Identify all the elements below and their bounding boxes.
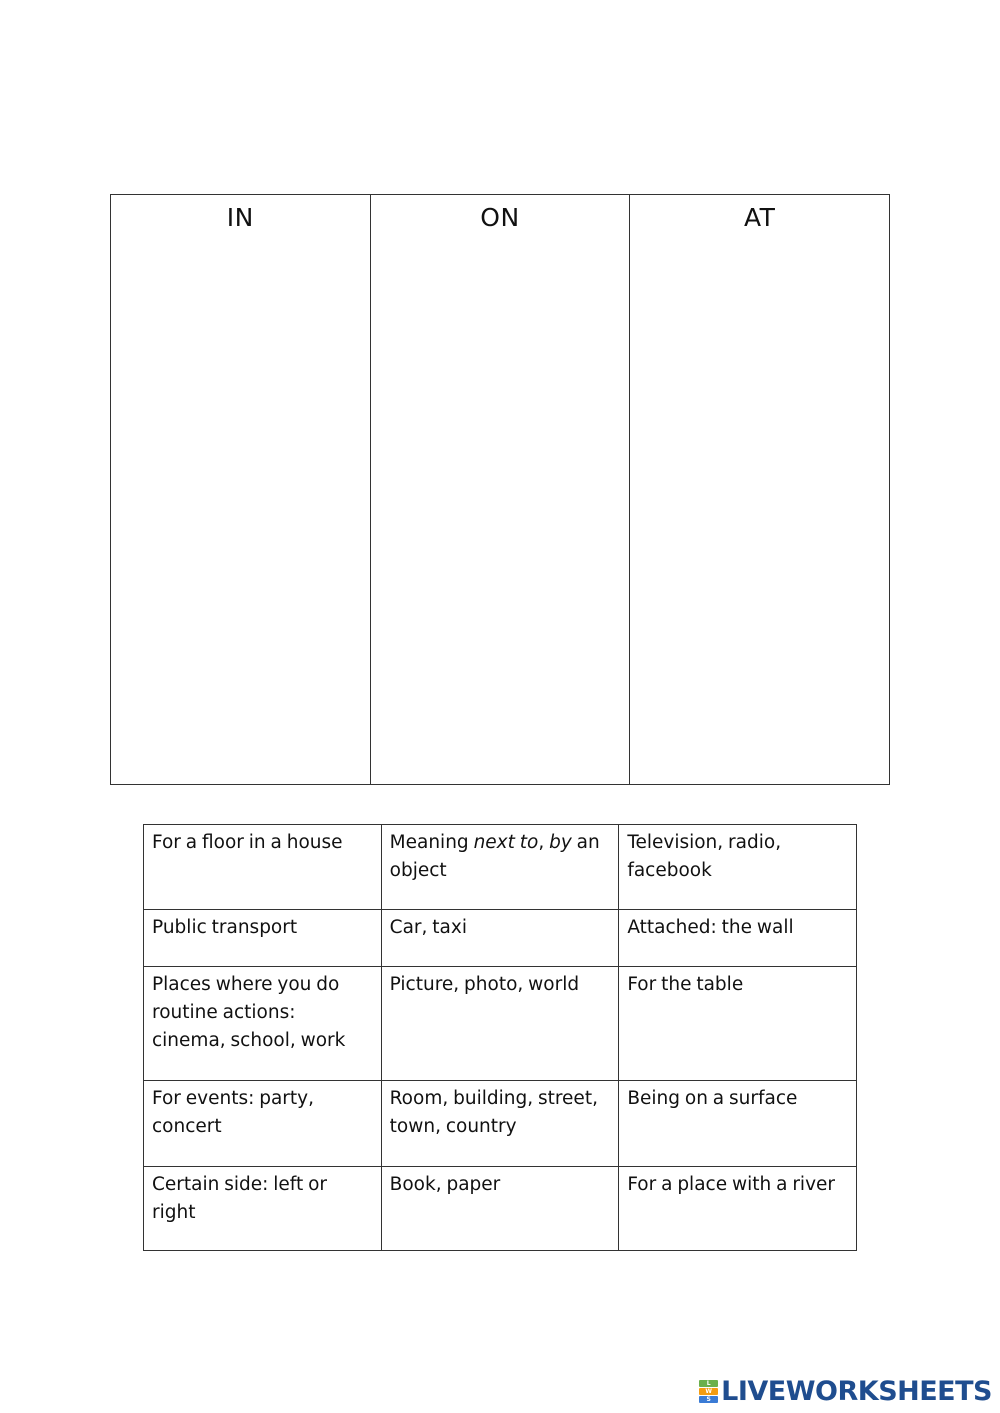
word-card[interactable]: Book, paper — [381, 1167, 619, 1251]
word-card[interactable]: Car, taxi — [381, 910, 619, 967]
word-card[interactable]: Room, building, street, town, country — [381, 1081, 619, 1167]
logo-letter: L — [699, 1380, 718, 1387]
liveworksheets-wordmark: LIVEWORKSHEETS — [721, 1376, 992, 1407]
sorting-table — [110, 194, 890, 785]
word-card-text: Meaning — [389, 832, 474, 853]
word-card-italic: by — [549, 832, 572, 853]
word-card[interactable]: Places where you do routine actions: cinema, school, work — [144, 967, 382, 1081]
word-cards-row — [144, 910, 857, 967]
word-card[interactable]: Attached: the wall — [619, 910, 857, 967]
word-card[interactable]: Certain side: left or right — [144, 1167, 382, 1251]
word-cards-row — [144, 825, 857, 910]
word-card[interactable]: For events: party, concert — [144, 1081, 382, 1167]
word-card[interactable]: For a place with a river — [619, 1167, 857, 1251]
word-cards-row — [144, 1167, 857, 1251]
word-card[interactable]: For the table — [619, 967, 857, 1081]
word-card-text: an object — [389, 832, 600, 881]
word-cards-table — [143, 824, 857, 1251]
word-card[interactable]: Television, radio, facebook — [619, 825, 857, 910]
column-on-header: ON — [480, 203, 520, 232]
sorting-table-row — [111, 195, 890, 785]
column-in[interactable] — [111, 195, 371, 785]
column-at-header: AT — [743, 203, 776, 232]
word-cards-row — [144, 1081, 857, 1167]
column-at[interactable] — [630, 195, 890, 785]
liveworksheets-logo — [699, 1376, 992, 1407]
liveworksheets-icon — [699, 1380, 718, 1403]
word-card-text: , — [538, 832, 550, 853]
word-cards-row — [144, 967, 857, 1081]
column-on[interactable] — [370, 195, 630, 785]
word-card[interactable] — [381, 825, 619, 910]
word-card[interactable]: Picture, photo, world — [381, 967, 619, 1081]
word-card[interactable]: For a floor in a house — [144, 825, 382, 910]
logo-letter: W — [699, 1388, 718, 1395]
column-in-header: IN — [226, 203, 254, 232]
logo-letter: S — [699, 1396, 718, 1403]
word-card[interactable]: Being on a surface — [619, 1081, 857, 1167]
word-card[interactable]: Public transport — [144, 910, 382, 967]
word-card-italic: next to — [473, 832, 539, 853]
